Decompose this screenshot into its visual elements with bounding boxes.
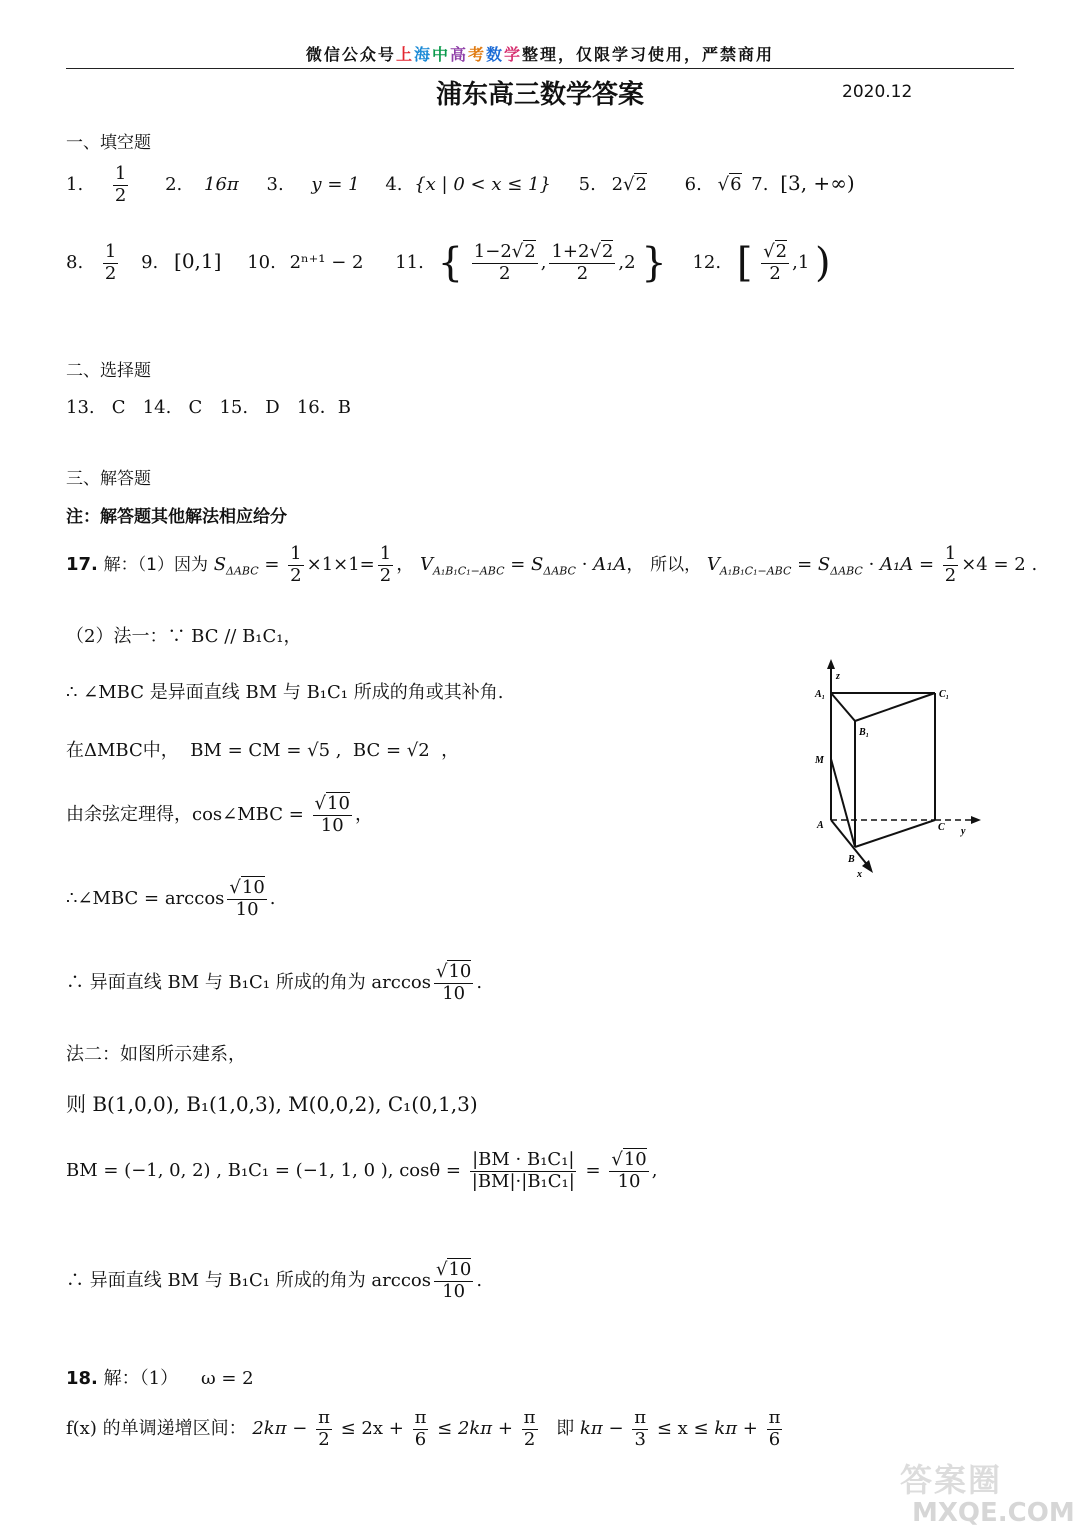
prism-figure [805,655,1010,880]
label-z: z [836,671,840,682]
edge-b1-c1 [855,693,935,721]
item-number: 7. [751,174,769,196]
q17-line-8: 法二：如图所示建系， [66,1044,246,1065]
q17-line-9: 则 B(1,0,0), B₁(1,0,3), M(0,0,2), C₁(0,1,3) [66,1092,478,1116]
fraction: $\frac{√10}{10}$ [436,1259,472,1302]
section-heading-choice: 二、选择题 [66,361,151,381]
date: 2020.12 [842,82,913,102]
q17-line-2: （2）法一：∵ BC // B₁C₁， [66,626,302,647]
watermark-url: MXQE.COM [912,1498,1075,1528]
brace-open: { [437,240,464,286]
answer: 16π [204,174,239,196]
item-number: 9. [141,252,159,273]
header-char: 学 [504,45,523,64]
section-heading-solutions: 三、解答题 [66,469,151,489]
page-title: 浦东高三数学答案 [435,80,644,110]
text: ∴ 异面直线 BM 与 B₁C₁ 所成的角为 arccos [66,972,431,994]
header-char: 上 [395,45,414,64]
item-number: 5. [578,174,596,196]
q17-line-4: 在ΔMBC中， BM = CM = √5 , BC = √2 ， [66,740,460,761]
edge-a1-b1 [831,693,855,721]
brace-close: } [641,240,667,286]
fraction: $\frac{\text{|BM · B₁C₁|}}{\text{|BM|·|B₁C₁|}}$ [471,1149,575,1192]
item-number: 2. [165,174,183,196]
text: 所以， [650,555,702,576]
label-a: A [817,820,824,831]
q17-line-3: ∴ ∠MBC 是异面直线 BM 与 B₁C₁ 所成的角或其补角. [66,682,504,703]
label-c1: C₁ [939,689,950,700]
answer: {x | 0 < x ≤ 1} [414,174,551,196]
page-header [0,42,1080,65]
choice-answers: 13. C 14. C 15. D 16．B [66,397,351,418]
q17-line-5: 由余弦定理得，cos∠MBC = $\frac{√10}{10}$ ， [66,793,373,836]
label-y: y [961,826,966,837]
fill-blank-row-2: 8. $\frac{1}{2}$ 9. [0,1] 10. 2ⁿ⁺¹ − 2 11. { $\frac{1-2√2}{2}$ , $\frac{1+2√2}{2}$ ,2 } 12. [ $\frac{√2}{2}$ ,1 ) [66,240,831,286]
question-number: 18. [66,1368,98,1389]
header-suffix: 整理，仅限学习使用，严禁商用 [522,45,775,64]
fraction: $\frac{\pi}{2}$ [523,1407,536,1450]
text: 解：（1）因为 [103,555,208,576]
header-rule [66,68,1014,69]
fraction: $\frac{\pi}{6}$ [414,1407,427,1450]
solution-note: 注：解答题其他解法相应给分 [66,507,287,527]
answer: [0,1] [174,249,222,273]
fraction: $\frac{√2}{2}$ [763,240,788,284]
header-char: 数 [486,45,505,64]
section-heading-fill: 一、填空题 [66,133,151,153]
fraction: $\frac{√10}{10}$ [229,877,265,920]
fraction: $\frac{\pi}{6}$ [768,1407,781,1450]
text: 解：（1） ω = 2 [103,1368,254,1389]
item-number: 10. [247,252,276,273]
header-char: 中 [431,45,450,64]
label-b1: B₁ [859,727,870,738]
q17-line-11: ∴ 异面直线 BM 与 B₁C₁ 所成的角为 arccos $\frac{√10}{10}$ . [66,1259,483,1302]
label-m: M [815,755,824,766]
z-arrow [827,659,835,669]
label-c: C [938,822,945,833]
text: ∴∠MBC = arccos [66,888,225,910]
item-number: 12. [692,252,722,273]
bracket-open: [ [736,240,753,286]
answer: y = 1 [311,174,360,196]
q18-line-1 [66,1364,254,1390]
fraction: $\frac{1}{2}$ [379,543,392,586]
y-arrow [971,816,981,824]
question-number: 17. [66,554,98,576]
watermark-logo: 答案圈 [900,1461,1003,1499]
fraction: $\frac{\pi}{2}$ [318,1407,330,1450]
header-char: 考 [468,45,487,64]
label-x: x [857,869,862,880]
item-number: 6. [684,174,702,196]
item-number: 8. [66,252,84,273]
q17-line-10: BM = (−1, 0, 2) , B₁C₁ = (−1, 1, 0 ), cosθ = $\frac{\text{|BM · B₁C₁|}}{\text{|BM|·|B₁C₁|}}$ = $\frac{√10}{10}$ , [66,1149,658,1192]
q17-line-1: 17. 解：（1）因为 $S_{\Delta ABC}$ = $\frac{1}{2}$ ×1×1= $\frac{1}{2}$ ， $V_{A_1B_1C_1-ABC} = S_{\Delta ABC} \cdot A_1A$， 所以， $V_{A_1B_1C_1-ABC} = S_{\Delta ABC} \cdot A_1A$ = $\frac{1}{2}$ ×4 = 2 . [66,543,1038,586]
text: f(x) 的单调递增区间： [66,1418,247,1440]
answer: 2√2 [611,174,647,196]
fraction: $\frac{1}{2}$ [114,163,127,206]
fraction: $\frac{1+2√2}{2}$ [551,240,614,284]
text: BM = (−1, 0, 2) , B₁C₁ = (−1, 1, 0 ), cosθ = [66,1160,462,1182]
fraction: $\frac{1}{2}$ [290,543,302,586]
q18-line-2: f(x) 的单调递增区间： 2kπ − $\frac{\pi}{2}$ ≤ 2x + $\frac{\pi}{6}$ ≤ 2kπ + $\frac{\pi}{2}$ 即 kπ − $\frac{\pi}{3}$ ≤ x ≤ kπ + $\frac{\pi}{6}$ [66,1407,781,1450]
answer: √6 [717,174,742,196]
text: 即 [556,1418,575,1440]
q17-line-7: ∴ 异面直线 BM 与 B₁C₁ 所成的角为 arccos $\frac{√10}{10}$ . [66,961,483,1004]
bracket-close: ) [815,240,831,286]
fraction: $\frac{√10}{10}$ [314,793,350,836]
fraction: $\frac{1}{2}$ [944,543,957,586]
fraction: $\frac{1-2√2}{2}$ [473,240,536,284]
fraction: $\frac{\pi}{3}$ [634,1407,647,1450]
fraction: $\frac{1}{2}$ [104,240,117,284]
header-char: 海 [413,45,432,64]
answer: 2ⁿ⁺¹ − 2 [289,252,364,273]
text: 由余弦定理得，cos∠MBC = [66,804,304,826]
fraction: $\frac{√10}{10}$ [611,1149,647,1192]
text: ∴ 异面直线 BM 与 B₁C₁ 所成的角为 arccos [66,1270,431,1292]
fill-blank-row-1 [66,164,855,206]
header-prefix: 微信公众号 [305,45,396,64]
label-a1: A₁ [815,689,826,700]
item-number: 1. [66,174,84,196]
item-number: 11. [395,252,424,273]
answer: [3, +∞) [780,171,855,196]
item-number: 3. [266,174,284,196]
label-b: B [848,854,855,865]
edge-b-c [855,820,935,847]
q17-line-6: ∴∠MBC = arccos $\frac{√10}{10}$ . [66,877,276,920]
fraction: $\frac{√10}{10}$ [436,961,472,1004]
header-char: 高 [449,45,468,64]
item-number: 4. [385,174,403,196]
